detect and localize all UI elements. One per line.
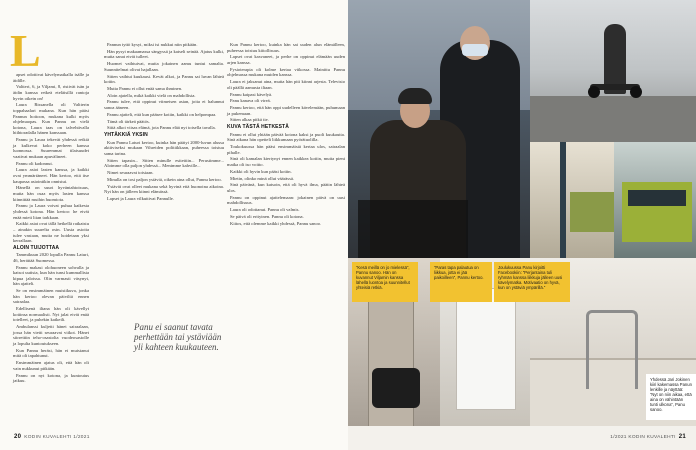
paragraph: Pannu ei ollut yhtään päivää kotona kaksi ja puoli kuukautta. Sinä aikana hän opetteli liikkumaan pyörätuolilla. bbox=[227, 131, 345, 143]
paragraph: Pannu ja Laura tekevät yhdessä retkiä ja kulkevat koko perheen kanssa luonnossa. Suuremmat tilaisuudet vaativat mukaan apuvälineet. bbox=[13, 137, 89, 159]
paragraph: Pannu on oppinut ajattelemaan: jokainen päivä on uusi mahdollisuus. bbox=[227, 194, 345, 206]
paragraph: Sitten vaihtui kuukausi. Kevät alkoi, ja Pannu sai luvan lähteä kotiin. bbox=[104, 73, 224, 85]
paragraph: Kun Pannu heräsi, hän ei muistanut mitä oli tapahtunut. bbox=[13, 347, 89, 359]
page-number: 21 bbox=[678, 434, 686, 440]
photo-street bbox=[530, 142, 614, 258]
paragraph: Pannu tulee, että oppinut viimeisen asian, joita ei halunnut sanoa ääneen. bbox=[104, 99, 224, 111]
article-column-2 bbox=[104, 42, 224, 203]
paragraph: apset odottivat kävelymatkalla isälle ja äidille. bbox=[13, 72, 89, 83]
paragraph: Kun Pannu kertoo, kuinka hän sai uuden alun elämälleen, puheessa toistuu kiitollisuus. bbox=[227, 42, 345, 53]
photo-caption: ”Kesä meillä on jo mielessä”, Pannu sanoo. Hän on kuvannut Viljamin kanssa lähellä luontoa ja suunnitellut yhteisiä retkiä. bbox=[352, 262, 418, 302]
paragraph: Pannu ajatteli, että kun pääsee kotiin, kaikki on helpompaa. bbox=[107, 111, 217, 117]
paragraph: Pannun tyttö kysyi, miksi isi nukkui niin pitkään. bbox=[107, 42, 198, 47]
publication-name: 1/2021 KODIN KUVALEHTI bbox=[610, 435, 676, 440]
paragraph: Sinä oli kamalan kiertynyt ennen kaikkea kotiin, mutta pieni matka oli iso voitto. bbox=[227, 156, 345, 167]
paragraph: Pannu kertoo, että hän oppi uudelleen kävelemään, puhumaan ja pukemaan. bbox=[227, 105, 345, 116]
paragraph: Edellisenä iltana hän oli kävellyt kotiinsa normaalisti. Nyt jalat eivät enää totelleet, ja puhekin katkeili. bbox=[13, 306, 89, 323]
paragraph: Pannu ja Laura voivat puhua kaikesta yhdessä kotona. Hän kertoo: he eivät enää mieti liian tarkkaan. bbox=[13, 203, 89, 220]
subheading: YHTÄKKIÄ YKSIN bbox=[104, 132, 148, 138]
subheading: KUVA TÄSTÄ HETKESTÄ bbox=[227, 124, 289, 131]
page-number: 20 bbox=[14, 434, 22, 440]
paragraph: Lapset ja Laura vilkuttivat Pannulle. bbox=[107, 195, 174, 201]
paragraph: Pannu on nyt kotona, ja kuntoutus jatkuu. bbox=[13, 372, 89, 384]
paragraph: Kun Pannu Laturi kertoo, kuinka hän päätyi 2000-luvun alussa aktiiviseksi mukaan Vihreiden politiikkaan, puheessa toistuu sama tarina. bbox=[104, 139, 224, 156]
paragraph: Lapset ovat kasvaneet, ja perhe on oppinut elämään uuden arjen kanssa. bbox=[227, 54, 345, 65]
paragraph: Laura oli odottanut. Pannu oli valmis. bbox=[230, 207, 300, 213]
paragraph: Toukokuussa hän pääsi ensimmäistä kertaa ulos, sairaalan pihalle. bbox=[227, 144, 345, 155]
paragraph: Siitä alkoi viisas elämä, jota Pannu elää nyt toisella tavalla. bbox=[107, 125, 216, 131]
photo-scooter bbox=[530, 0, 696, 142]
photo-caption: ”Paras tapa palautua on liikkua, jotta ei jää paikoilleen”, Pannu kertoo. bbox=[430, 262, 492, 302]
paragraph: Mietin, olinko minä ollut väärässä. bbox=[230, 175, 295, 181]
paragraph: Kiitos, että olemme kaikki yhdessä, Pannu sanoo. bbox=[230, 220, 322, 226]
paragraph: Sitten alkaa pitkä tie. bbox=[230, 117, 269, 123]
paragraph: Mutta Pannu ei ollut enää sama ihminen. bbox=[107, 85, 183, 91]
paragraph: Tammikuun 2020 lopulla Pannu Laturi, 46, herättää Suomessa. bbox=[13, 252, 89, 263]
publication-name: KODIN KUVALEHTI 1/2021 bbox=[24, 435, 90, 440]
paragraph: Huomet vaihtuivat, mutta jokainen aamu tuntui samalta. Suunnitelmat olivat hajallaan. bbox=[104, 61, 224, 72]
paragraph: Sinä päivänä, kun katsoin, että oli hyvä ilma, päätin lähteä ulos. bbox=[227, 182, 345, 193]
paragraph: Kaikki asiat ovat tällä hetkellä ratkaistu – ainakin suurelta osin. Uusia asioita tulee vastaan, mutta ne hoidetaan yksi kerrallaan. bbox=[13, 221, 89, 244]
paragraph: Hän pysyi makaamassa sängyssä ja katseli seinää. Ajatus kulki, mutta sanat eivät tulleet. bbox=[104, 48, 224, 60]
photo-couple-outdoors bbox=[348, 0, 530, 258]
photo-caption: Joulukuussa Panu kirjoitti Facebookiin: ”Perjantaina tuli ryhmän kanssa liikkuja jälleen uusi kävelymatka. Motivaatio on hyvä, kun on ystäviä ympärillä.” bbox=[494, 262, 570, 302]
paragraph: Laura ei jaksanut aina, mutta hän piti kiinni arjesta. Televisio oli päällä aamusta iltaan. bbox=[227, 79, 345, 90]
paragraph: Valtteri, 6, ja Viljami, 8, ristivät isän ja äidin kanssa retkeä eteläisillä rantoja hyvin oikein on! bbox=[13, 84, 89, 101]
paragraph: Aloin ajatella, mikä kaikki vielä on mahdollista. bbox=[107, 92, 196, 98]
paragraph: Se on ensimmäinen muistikuva, jonka hän kertoo olevan päiviltä ennen sairaalaa. bbox=[13, 288, 89, 305]
paragraph: Ambulanssi kuljetti hänet sairaalaan, jossa hän vietti seuraavat viikot. Hänet siirrettiin teho-osastolta vuodeosastolle ja lopulta kuntoutukseen. bbox=[13, 324, 89, 346]
paragraph: Pannu makasi olohuoneen sohvalla ja katsoi uutisia, kun hän tunsi kummallista kipua jaloissa. Olin varmasti väsynyt, hän ajatteli. bbox=[13, 264, 89, 287]
paragraph: Tämä oli tärkeä päätös. bbox=[107, 118, 150, 124]
article-column-3 bbox=[227, 42, 345, 227]
drop-cap: L bbox=[10, 25, 41, 76]
paragraph: Se päivä oli erityinen. Pannu oli kotona. bbox=[230, 213, 304, 219]
paragraph: Hänellä on suuri hyväntahtoisuus, mutta hän osaa myös lasten kanssa kiinnittää muihin huomiota. bbox=[13, 185, 89, 202]
photo-caption: Yhdessä Jari Jokinen kiiri kakemassa Panun lenkille ja näyttää: ”Nyt on niin aikaa, että aina on vähintään tunti ulkona”, Panu sanoo. bbox=[646, 374, 696, 420]
paragraph: Fysioterapia oli kolme kertaa viikossa. Mainittu Pannu ohjelmassa mukana muiden kanssa. bbox=[227, 66, 345, 78]
paragraph: Laura asioi lasten kanssa, ja kaikki ovat ymmärtäneet. Hän kertoo, että itse kaupassa asiointikin onnistui. bbox=[13, 167, 89, 184]
paragraph: Kaikki oli hyvin kun pääsi kotiin. bbox=[230, 168, 292, 174]
paragraph: Laura Rissanella oli Valtterin toppahaalari mukana. Kun hän pääsi Pannun hoitoon, mukana kulki myös ohjelmaopas. Kun Pannu on vielä kotona, Laura taas on talvehtivalla hiihtoradalla hänen kanssaan. bbox=[13, 102, 89, 136]
paragraph: Pannu kaipasi kävelyä. bbox=[230, 91, 273, 97]
subheading: ALOIN TUIJOTTAA bbox=[13, 244, 60, 251]
paragraph: Nimet seuraavat toisiaan. bbox=[107, 169, 154, 175]
paragraph: Minulla on tosi paljon ystäviä, oikein aina ollut, Pannu kertoo. bbox=[107, 176, 222, 182]
paragraph: Ensimmäinen ajatus oli, että hän oli vain nukkunut pitkään. bbox=[13, 360, 89, 371]
paragraph: Ystävät ovat olleet mukana sekä hyvinä että huonoina aikoina. Nyt hän on jälleen kiinni elämässä. bbox=[104, 183, 224, 195]
folio-left bbox=[14, 434, 90, 440]
paragraph: Panu kanava oli vireä. bbox=[230, 98, 271, 104]
photo-tram bbox=[614, 142, 696, 258]
folio-right bbox=[610, 434, 686, 440]
paragraph: Pannu oli kadonnut. bbox=[16, 160, 53, 166]
article-column-1 bbox=[13, 72, 89, 385]
pull-quote: Panu ei saanut tavata perhettään tai ystäviään yli kahteen kuukauteen. bbox=[134, 322, 222, 352]
paragraph: Sitten tapasin... Sitten minulle esitettiin... Perustimme... Aloimme olla paljon yhdessä... Menimme kahville... bbox=[104, 157, 224, 169]
